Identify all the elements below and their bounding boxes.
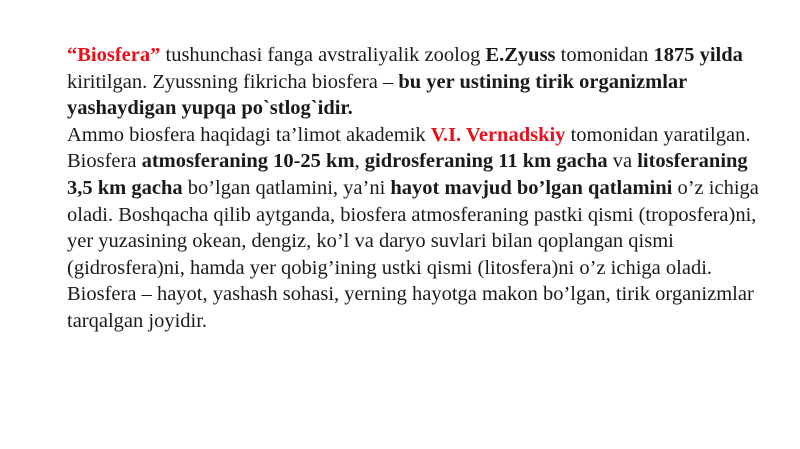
term-biosfera: “Biosfera”: [67, 44, 161, 66]
slide-text-body: [67, 42, 767, 335]
lithosphere-extent: litosferaning 3,5 km gacha: [67, 150, 748, 199]
text-run: Ammo biosfera haqidagi ta’limot akademik: [67, 123, 431, 146]
text-run: ,: [354, 150, 365, 173]
definition-emphasis: bu yer ustining tirik organizmlar yashaydigan yupqa po`stlog`idir.: [67, 70, 687, 120]
name-zyuss: E.Zyuss: [485, 44, 556, 66]
text-run: o’z ichiga oladi. Boshqacha qilib aytganda, biosfera atmosferaning pastki qismi (troposfera)ni, yer yuzasining okean, dengiz, ko’l va daryo suvlari bilan qoplangan qismi (gidrosfera)ni, hamda yer qobig’ining ustki qismi (litosfera)ni o’z ichiga oladi. Biosfera – hayot, yashash sohasi, yerning hayotga makon bo’lgan, tirik organizmlar tarqalgan joyidir.: [67, 176, 759, 332]
name-vernadskiy: V.I. Vernadskiy: [430, 123, 566, 146]
text-run: bo’lgan qatlamini, ya’ni: [182, 176, 391, 199]
text-run: va: [607, 150, 638, 173]
hydrosphere-extent: gidrosferaning 11 km gacha: [364, 150, 608, 173]
text-run: tomonidan yaratilgan. Biosfera: [67, 123, 751, 173]
text-run: kiritilgan. Zyussning fikricha biosfera –: [67, 70, 399, 93]
life-layer-emphasis: hayot mavjud bo’lgan qatlamini: [390, 176, 673, 199]
year-1875: 1875 yilda: [653, 44, 743, 66]
text-run: tomonidan: [555, 44, 654, 66]
text-run: tushunchasi fanga avstraliyalik zoolog: [160, 44, 486, 66]
paragraph-vernadskiy-theory: [67, 122, 767, 335]
paragraph-zyuss-definition: [67, 42, 767, 122]
atmosphere-extent: atmosferaning 10-25 km: [141, 150, 355, 173]
